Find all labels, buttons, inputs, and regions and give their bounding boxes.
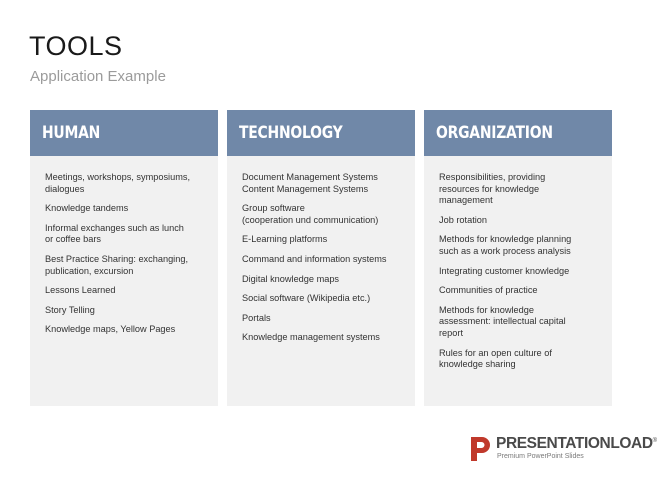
column-human bbox=[30, 110, 218, 406]
item-list bbox=[30, 156, 218, 336]
item-list bbox=[227, 156, 415, 344]
list-item: Story Telling bbox=[45, 304, 95, 315]
list-item: E-Learning platforms bbox=[242, 234, 328, 245]
list-item: Best Practice Sharing: exchanging, publication, excursion bbox=[45, 253, 188, 276]
list-item: Command and information systems bbox=[242, 253, 387, 264]
list-item: Digital knowledge maps bbox=[242, 273, 340, 284]
list-item: Methods for knowledge assessment: intellectual capital report bbox=[439, 304, 566, 338]
list-item: Group software (cooperation und communication) bbox=[242, 203, 379, 225]
list-item: Document Management Systems Content Management Systems bbox=[242, 172, 378, 194]
logo-tagline: Premium PowerPoint Slides bbox=[497, 453, 584, 460]
logo-name: PRESENTATIONLOAD bbox=[496, 435, 653, 452]
column-header-label: TECHNOLOGY bbox=[239, 123, 343, 143]
list-item: Social software (Wikipedia etc.) bbox=[242, 293, 371, 304]
list-item: Job rotation bbox=[439, 214, 488, 225]
list-item: Communities of practice bbox=[439, 285, 538, 296]
column-header bbox=[424, 110, 612, 156]
list-item: Knowledge management systems bbox=[242, 332, 380, 343]
column-header-label: ORGANIZATION bbox=[436, 123, 553, 143]
list-item: Integrating customer knowledge bbox=[439, 265, 570, 276]
list-item: Lessons Learned bbox=[45, 285, 116, 296]
column-organization bbox=[424, 110, 612, 406]
column-header bbox=[30, 110, 218, 156]
presentationload-logo bbox=[469, 434, 657, 466]
list-item: Portals bbox=[242, 312, 271, 323]
logo-trademark: ® bbox=[652, 437, 657, 444]
list-item: Meetings, workshops, symposiums, dialogues bbox=[45, 172, 191, 194]
item-list bbox=[424, 156, 612, 371]
list-item: Knowledge maps, Yellow Pages bbox=[45, 324, 176, 335]
list-item: Rules for an open culture of knowledge sharing bbox=[439, 347, 552, 370]
slide-title: TOOLS bbox=[29, 31, 123, 61]
logo-wordmark bbox=[496, 435, 657, 453]
logo-p-icon bbox=[469, 436, 491, 462]
list-item: Knowledge tandems bbox=[45, 203, 129, 214]
list-item: Responsibilities, providing resources for knowledge management bbox=[439, 172, 546, 206]
column-header-label: HUMAN bbox=[42, 123, 101, 143]
list-item: Methods for knowledge planning such as a work process analysis bbox=[439, 234, 572, 256]
column-technology bbox=[227, 110, 415, 406]
list-item: Informal exchanges such as lunch or coffee bars bbox=[45, 222, 184, 245]
slide-subtitle: Application Example bbox=[30, 68, 166, 85]
column-header bbox=[227, 110, 415, 156]
